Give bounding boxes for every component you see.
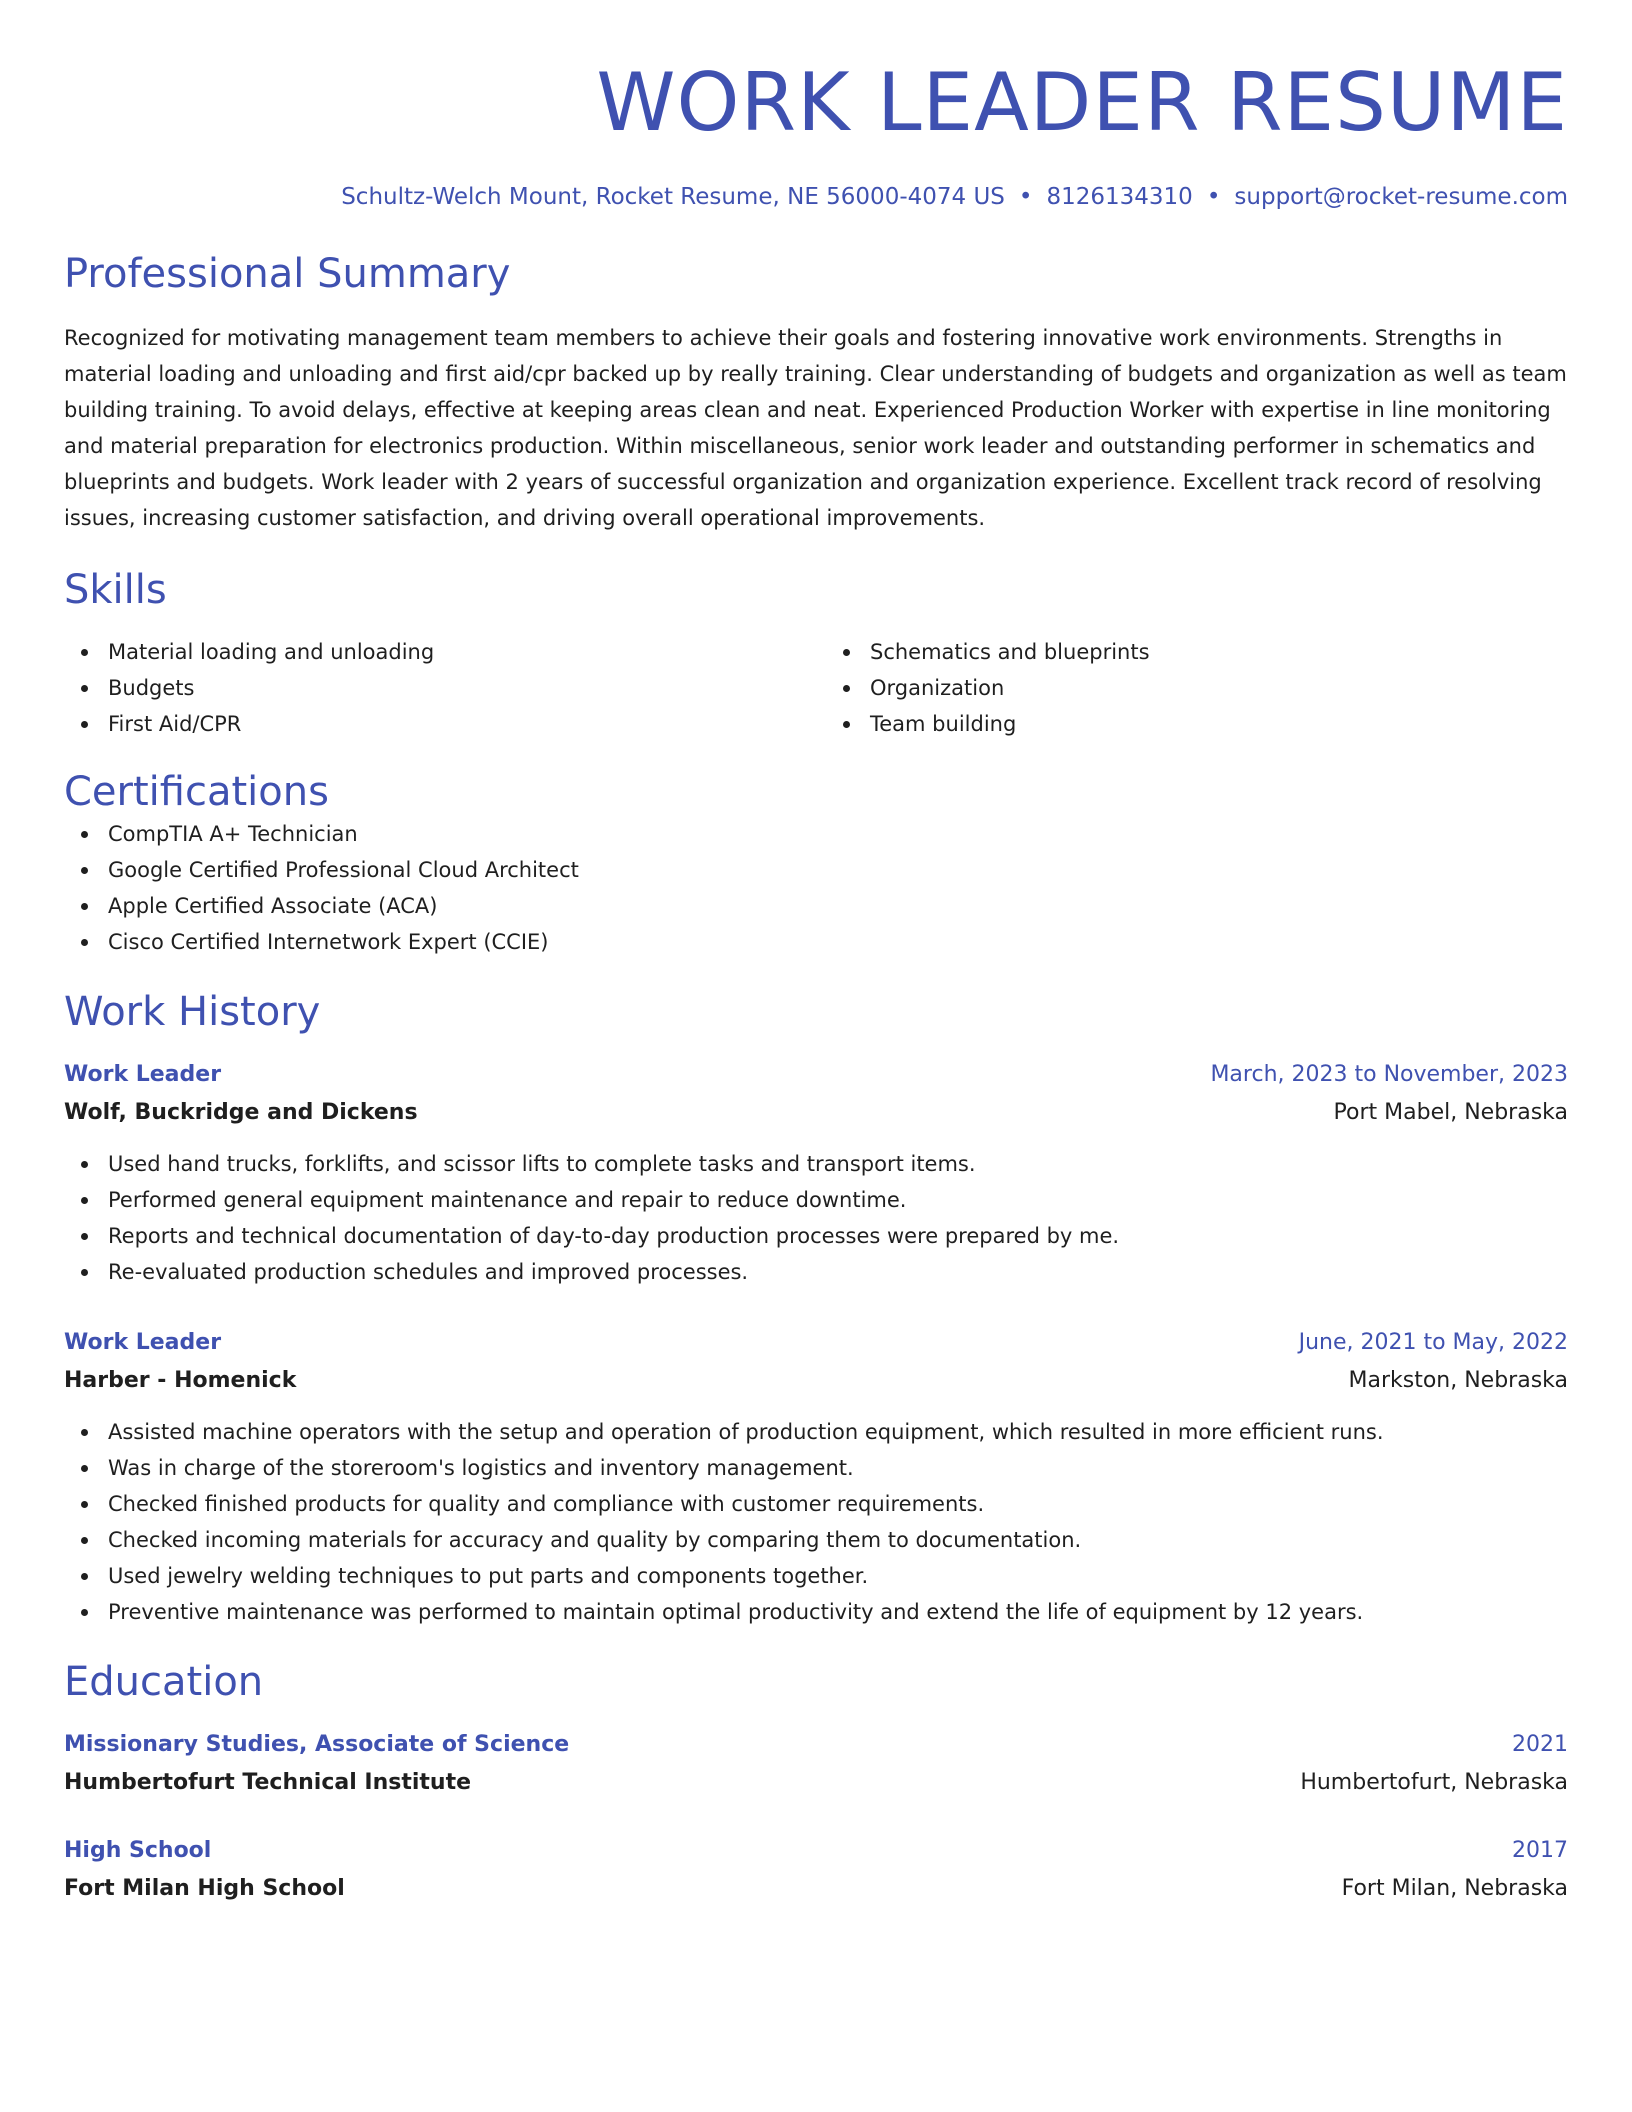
certification-item: Cisco Certified Internetwork Expert (CCIE) xyxy=(64,924,1568,960)
contact-separator: • xyxy=(1206,184,1221,210)
job-bullet: Used hand trucks, forklifts, and scissor lifts to complete tasks and transport items. xyxy=(64,1146,1568,1182)
skills-column-right xyxy=(826,634,1568,742)
education-degree: High School xyxy=(64,1838,212,1863)
job-company: Harber - Homenick xyxy=(64,1368,297,1393)
job-bullet: Reports and technical documentation of day-to-day production processes were prepared by me. xyxy=(64,1218,1568,1254)
job-bullet: Preventive maintenance was performed to maintain optimal productivity and extend the life of equipment by 12 years. xyxy=(64,1594,1568,1630)
contact-email: support@rocket-resume.com xyxy=(1234,184,1568,210)
job-company-row xyxy=(64,1362,1568,1400)
job-bullets xyxy=(64,1146,1568,1290)
summary-text: Recognized for motivating management team members to achieve their goals and fostering innovative work environments. Strengths in material loading and unloading and first aid/cpr backed up by really training. Clear understanding of budgets and organization as well as team building training. To avoid delays, effective at keeping areas clean and neat. Experienced Production Worker with expertise in line monitoring and material preparation for electronics production. Within miscellaneous, senior work leader and outstanding performer in schematics and blueprints and budgets. Work leader with 2 years of successful organization and organization experience. Excellent track record of resolving issues, increasing customer satisfaction, and driving overall operational improvements. xyxy=(64,326,1567,530)
resume-title: WORK LEADER RESUME xyxy=(596,56,1568,149)
education-year: 2021 xyxy=(1512,1732,1568,1757)
job-role: Work Leader xyxy=(64,1062,222,1087)
job-location: Port Mabel, Nebraska xyxy=(1333,1100,1568,1125)
education-school: Humbertofurt Technical Institute xyxy=(64,1770,472,1795)
job-company-row xyxy=(64,1094,1568,1132)
education-degree: Missionary Studies, Associate of Science xyxy=(64,1732,570,1757)
job-bullet: Assisted machine operators with the setup and operation of production equipment, which resulted in more efficient runs. xyxy=(64,1414,1568,1450)
certification-item: Apple Certified Associate (ACA) xyxy=(64,888,1568,924)
skill-item: Material loading and unloading xyxy=(64,634,806,670)
job-bullet: Used jewelry welding techniques to put parts and components together. xyxy=(64,1558,1568,1594)
job-title-row xyxy=(64,1056,1568,1094)
job-role: Work Leader xyxy=(64,1330,222,1355)
section-heading-summary: Professional Summary xyxy=(64,251,511,297)
job-bullet: Was in charge of the storeroom's logistics and inventory management. xyxy=(64,1450,1568,1486)
resume-page xyxy=(64,0,1568,1908)
contact-line xyxy=(64,182,1568,212)
section-heading-certifications: Certifications xyxy=(64,769,329,815)
job-bullet: Re-evaluated production schedules and improved processes. xyxy=(64,1254,1568,1290)
job-title-row xyxy=(64,1324,1568,1362)
section-heading-work-history: Work History xyxy=(64,989,321,1035)
contact-address: Schultz-Welch Mount, Rocket Resume, NE 56000-4074 US xyxy=(341,184,1005,210)
job-bullets xyxy=(64,1414,1568,1630)
education-location: Fort Milan, Nebraska xyxy=(1341,1876,1568,1901)
education-entry xyxy=(64,1832,1568,1908)
section-heading-skills: Skills xyxy=(64,567,167,613)
skill-item: First Aid/CPR xyxy=(64,706,806,742)
education-school-row xyxy=(64,1764,1568,1802)
contact-phone: 8126134310 xyxy=(1046,184,1193,210)
job-bullet: Checked finished products for quality and compliance with customer requirements. xyxy=(64,1486,1568,1522)
skills-list xyxy=(64,634,1568,742)
skills-column-left xyxy=(64,634,806,742)
education-entry xyxy=(64,1726,1568,1802)
certification-item: Google Certified Professional Cloud Architect xyxy=(64,852,1568,888)
skill-item: Organization xyxy=(826,670,1568,706)
job-dates: March, 2023 to November, 2023 xyxy=(1210,1062,1568,1087)
education-year: 2017 xyxy=(1512,1838,1568,1863)
job-entry xyxy=(64,1056,1568,1290)
job-location: Markston, Nebraska xyxy=(1348,1368,1568,1393)
education-school-row xyxy=(64,1870,1568,1908)
skill-item: Team building xyxy=(826,706,1568,742)
certifications-list xyxy=(64,816,1568,960)
contact-separator: • xyxy=(1018,184,1033,210)
education-location: Humbertofurt, Nebraska xyxy=(1300,1770,1568,1795)
job-dates: June, 2021 to May, 2022 xyxy=(1298,1330,1568,1355)
education-degree-row xyxy=(64,1832,1568,1870)
certification-item: CompTIA A+ Technician xyxy=(64,816,1568,852)
education-degree-row xyxy=(64,1726,1568,1764)
section-heading-education: Education xyxy=(64,1659,264,1705)
skill-item: Budgets xyxy=(64,670,806,706)
job-company: Wolf, Buckridge and Dickens xyxy=(64,1100,418,1125)
job-entry xyxy=(64,1324,1568,1630)
job-bullet: Performed general equipment maintenance and repair to reduce downtime. xyxy=(64,1182,1568,1218)
job-bullet: Checked incoming materials for accuracy and quality by comparing them to documentation. xyxy=(64,1522,1568,1558)
skill-item: Schematics and blueprints xyxy=(826,634,1568,670)
education-school: Fort Milan High School xyxy=(64,1876,345,1901)
